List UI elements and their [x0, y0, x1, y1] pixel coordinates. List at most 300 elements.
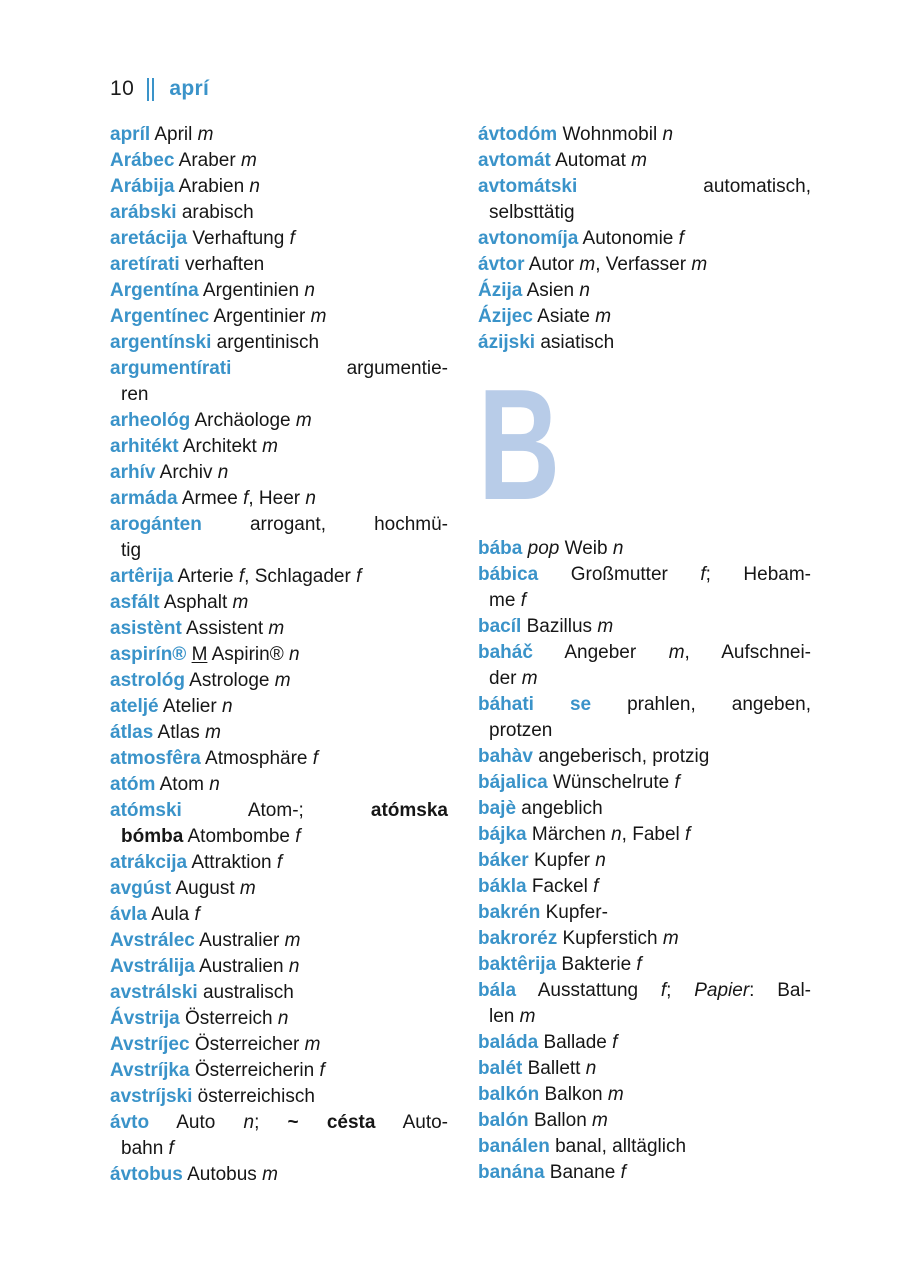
- translation-text: Autobus: [182, 1164, 263, 1185]
- headword: aretírati: [110, 254, 180, 275]
- headword: avgúst: [110, 878, 172, 899]
- headword: bakroréz: [478, 928, 558, 949]
- dictionary-entry: [110, 590, 448, 616]
- translation-text: automatisch,: [577, 176, 811, 197]
- translation-text: Kupfer-: [540, 902, 608, 923]
- entry-line: [110, 1058, 448, 1084]
- headword: bájalica: [478, 772, 548, 793]
- headword: ávtodóm: [478, 124, 558, 145]
- translation-text: Atlas: [153, 722, 206, 743]
- headword: Arábija: [110, 176, 175, 197]
- gender-label: f: [700, 564, 706, 585]
- translation-text: Astrologe: [184, 670, 275, 691]
- translation-text: angeberisch, protzig: [532, 746, 710, 767]
- translation-text: Österreicher: [189, 1034, 305, 1055]
- translation-text: Kupfer: [528, 850, 596, 871]
- headword: baláda: [478, 1032, 539, 1053]
- translation-text: angeblich: [516, 798, 603, 819]
- dictionary-entry: [110, 434, 448, 460]
- gender-label: n: [304, 280, 315, 301]
- translation-text: Atombombe: [183, 826, 296, 847]
- translation-text: Asien: [522, 280, 580, 301]
- entry-line: [478, 744, 811, 770]
- translation-text: Atom: [155, 774, 210, 795]
- page-number: 10: [110, 77, 135, 100]
- dictionary-entry: [110, 278, 448, 304]
- headword: Avstríjec: [110, 1034, 190, 1055]
- dictionary-entry: [478, 1134, 811, 1160]
- headword: bájka: [478, 824, 527, 845]
- text-columns: [110, 122, 898, 1188]
- entry-line: [478, 1056, 811, 1082]
- entry-line: [110, 616, 448, 642]
- dictionary-entry: [478, 822, 811, 848]
- dictionary-entry: [478, 304, 811, 330]
- entry-line: [478, 770, 811, 796]
- translation-text: Wohnmobil: [557, 124, 663, 145]
- entry-line: [478, 640, 811, 666]
- dictionary-entry: [478, 926, 811, 952]
- headword: balón: [478, 1110, 529, 1131]
- translation-text: Auto: [149, 1112, 244, 1133]
- translation-text: Wünschelrute: [547, 772, 675, 793]
- dictionary-entry: [478, 744, 811, 770]
- headword: Argentínec: [110, 306, 210, 327]
- translation-text: bahn: [121, 1138, 169, 1159]
- entry-line: [110, 668, 448, 694]
- gender-label: n: [579, 280, 590, 301]
- headword: báhati se: [478, 694, 592, 715]
- headword: bacíl: [478, 616, 522, 637]
- translation-text: arabisch: [176, 202, 254, 223]
- translation-text: argumentie-: [231, 358, 448, 379]
- translation-text: Österreich: [179, 1008, 278, 1029]
- entry-continuation-line: [110, 382, 448, 408]
- dictionary-entry: [110, 746, 448, 772]
- translation-text: Ausstattung: [516, 980, 661, 1001]
- translation-text: Asphalt: [159, 592, 233, 613]
- translation-text: asiatisch: [535, 332, 615, 353]
- entry-line: [110, 252, 448, 278]
- translation-text: Armee: [177, 488, 244, 509]
- entry-line: [478, 692, 811, 718]
- entry-line: [110, 460, 448, 486]
- headword: Arábec: [110, 150, 175, 171]
- double-bar-divider-icon: [147, 78, 154, 101]
- translation-text: Architekt: [178, 436, 263, 457]
- dictionary-entry: [478, 252, 811, 278]
- entry-continuation-line: [478, 718, 811, 744]
- translation-text: Ballon: [528, 1110, 593, 1131]
- translation-text: Verhaftung: [187, 228, 290, 249]
- translation-text: Ballett: [522, 1058, 586, 1079]
- translation-text: Aspirin®: [207, 644, 289, 665]
- entry-line: [110, 356, 448, 382]
- headword: artêrija: [110, 566, 174, 587]
- translation-text: Banane: [544, 1162, 621, 1183]
- gender-label: m: [304, 1034, 321, 1055]
- gender-label: n: [662, 124, 674, 145]
- entry-continuation-line: [478, 666, 811, 692]
- headword: bakrén: [478, 902, 541, 923]
- dictionary-entry: [110, 252, 448, 278]
- gender-label: m: [295, 410, 312, 431]
- entry-line: [110, 876, 448, 902]
- entry-continuation-line: [110, 1136, 448, 1162]
- translation-text: banal, alltäglich: [549, 1136, 687, 1157]
- entry-line: [478, 330, 811, 356]
- gender-label: n: [305, 488, 316, 509]
- dictionary-entry: [110, 304, 448, 330]
- dictionary-entry: [110, 1162, 448, 1188]
- headword: balét: [478, 1058, 523, 1079]
- entry-line: [110, 434, 448, 460]
- dictionary-entry: [110, 330, 448, 356]
- gender-label: m: [262, 436, 278, 457]
- dictionary-entry: [478, 900, 811, 926]
- translation-text: Atom-;: [181, 800, 371, 821]
- dictionary-entry: [110, 174, 448, 200]
- gender-label: m: [521, 668, 538, 689]
- entry-line: [478, 796, 811, 822]
- translation-text: , Fabel: [621, 824, 686, 845]
- entry-line: [110, 1084, 448, 1110]
- dictionary-entry: [110, 1032, 448, 1058]
- translation-text: Arabien: [174, 176, 250, 197]
- guide-word: aprí: [169, 77, 210, 100]
- translation-text: Aula: [146, 904, 195, 925]
- dictionary-entry: [110, 616, 448, 642]
- headword: ávto: [110, 1112, 150, 1133]
- headword: Argentína: [110, 280, 199, 301]
- bold-phrase: bómba: [121, 826, 184, 847]
- entry-line: [110, 564, 448, 590]
- entry-line: [110, 122, 448, 148]
- dictionary-entry: [478, 978, 811, 1030]
- gender-label: f: [593, 876, 599, 897]
- headword: aspirín®: [110, 644, 187, 665]
- headword: argumentírati: [110, 358, 232, 379]
- dictionary-entry: [478, 874, 811, 900]
- entry-line: [478, 1030, 811, 1056]
- entry-line: [478, 848, 811, 874]
- translation-text: Autor: [524, 254, 580, 275]
- translation-text: Assistent: [181, 618, 269, 639]
- translation-text: len: [489, 1006, 520, 1027]
- translation-text: Arterie: [173, 566, 239, 587]
- trademark-symbol: M: [191, 644, 208, 665]
- entry-line: [478, 174, 811, 200]
- translation-text: : Bal-: [749, 980, 811, 1001]
- dictionary-entry: [478, 1056, 811, 1082]
- dictionary-entry: [478, 562, 811, 614]
- gender-label: n: [217, 462, 229, 483]
- entry-line: [110, 148, 448, 174]
- translation-text: Argentinier: [209, 306, 311, 327]
- entry-line: [110, 1162, 448, 1188]
- entry-line: [478, 926, 811, 952]
- translation-text: Attraktion: [187, 852, 277, 873]
- translation-text: Österreicherin: [189, 1060, 320, 1081]
- entry-line: [478, 226, 811, 252]
- dictionary-entry: [478, 796, 811, 822]
- entry-line: [478, 822, 811, 848]
- section-letter-glyph: B: [478, 357, 561, 533]
- entry-line: [478, 1082, 811, 1108]
- dictionary-entry: [478, 536, 811, 562]
- gender-label: f: [194, 904, 200, 925]
- entry-line: [478, 148, 811, 174]
- headword: bajè: [478, 798, 517, 819]
- gender-label: n: [611, 824, 622, 845]
- gender-label: m: [205, 722, 221, 743]
- bold-phrase: ~ césta: [287, 1112, 376, 1133]
- dictionary-entry: [110, 980, 448, 1006]
- translation-text: Atmosphäre: [200, 748, 313, 769]
- headword: atmosfêra: [110, 748, 201, 769]
- gender-label: n: [243, 1112, 255, 1133]
- headword: Avstríjka: [110, 1060, 190, 1081]
- dictionary-entry: [110, 1006, 448, 1032]
- entry-line: [110, 746, 448, 772]
- gender-label: f: [660, 980, 667, 1001]
- translation-text: Asiate: [532, 306, 596, 327]
- headword: bahàv: [478, 746, 533, 767]
- entry-line: [478, 978, 811, 1004]
- dictionary-entry: [478, 122, 811, 148]
- entry-line: [110, 330, 448, 356]
- gender-label: n: [585, 1058, 597, 1079]
- headword: Avstrálija: [110, 956, 195, 977]
- translation-text: me: [489, 590, 521, 611]
- headword: asistènt: [110, 618, 182, 639]
- headword: atóm: [110, 774, 156, 795]
- headword: astrológ: [110, 670, 185, 691]
- gender-label: m: [197, 124, 214, 145]
- gender-label: f: [636, 954, 642, 975]
- translation-text: Angeber: [532, 642, 669, 663]
- translation-text: Großmutter: [538, 564, 701, 585]
- entry-line: [478, 874, 811, 900]
- headword: arheológ: [110, 410, 191, 431]
- translation-text: prahlen, angeben,: [591, 694, 811, 715]
- gender-label: n: [288, 956, 300, 977]
- gender-label: m: [519, 1006, 536, 1027]
- translation-text: Automat: [550, 150, 632, 171]
- translation-text: Australier: [194, 930, 285, 951]
- dictionary-entry: [110, 356, 448, 408]
- translation-text: selbsttätig: [489, 202, 575, 223]
- dictionary-entry: [478, 848, 811, 874]
- entry-line: [478, 1108, 811, 1134]
- translation-text: australisch: [197, 982, 294, 1003]
- translation-text: verhaften: [179, 254, 265, 275]
- translation-text: Kupferstich: [557, 928, 663, 949]
- entry-line: [110, 278, 448, 304]
- headword: ávtobus: [110, 1164, 183, 1185]
- dictionary-entry: [110, 512, 448, 564]
- entry-continuation-line: [478, 1004, 811, 1030]
- headword: arábski: [110, 202, 177, 223]
- entry-continuation-line: [478, 200, 811, 226]
- dictionary-entry: [478, 952, 811, 978]
- headword: Avstrálec: [110, 930, 195, 951]
- translation-text: Araber: [174, 150, 241, 171]
- translation-text: Märchen: [526, 824, 612, 845]
- section-letter: [478, 357, 811, 533]
- dictionary-entry: [110, 850, 448, 876]
- translation-text: Auto-: [375, 1112, 448, 1133]
- translation-text: ; Hebam-: [705, 564, 811, 585]
- entry-line: [110, 1032, 448, 1058]
- translation-text: Autonomie: [578, 228, 679, 249]
- dictionary-entry: [478, 1160, 811, 1186]
- gender-label: f: [674, 772, 680, 793]
- gender-label: m: [668, 642, 685, 663]
- entry-line: [478, 1134, 811, 1160]
- headword: argentínski: [110, 332, 212, 353]
- gender-label: f: [612, 1032, 618, 1053]
- dictionary-entry: [110, 876, 448, 902]
- translation-text: Fackel: [526, 876, 594, 897]
- translation-text: Bazillus: [521, 616, 598, 637]
- translation-text: ;: [254, 1112, 288, 1133]
- dictionary-entry: [478, 174, 811, 226]
- headword: baktêrija: [478, 954, 557, 975]
- gender-label: f: [312, 748, 319, 769]
- gender-label: m: [310, 306, 327, 327]
- dictionary-entry: [110, 122, 448, 148]
- entry-line: [478, 536, 811, 562]
- gender-label: n: [221, 696, 233, 717]
- dictionary-entry: [110, 694, 448, 720]
- dictionary-entry: [110, 200, 448, 226]
- dictionary-entry: [110, 902, 448, 928]
- gender-label: m: [662, 928, 679, 949]
- dictionary-entry: [478, 1108, 811, 1134]
- entry-line: [110, 980, 448, 1006]
- headword: átlas: [110, 722, 154, 743]
- gender-label: f: [356, 566, 362, 587]
- entry-line: [478, 900, 811, 926]
- entry-line: [110, 954, 448, 980]
- translation-text: Bakterie: [556, 954, 637, 975]
- translation-text: Balkon: [539, 1084, 608, 1105]
- dictionary-entry: [478, 614, 811, 640]
- dictionary-entry: [478, 226, 811, 252]
- headword: balkón: [478, 1084, 540, 1105]
- gender-label: m: [631, 150, 647, 171]
- headword: avstrálski: [110, 982, 198, 1003]
- usage-label: Papier: [694, 980, 750, 1001]
- entry-line: [110, 512, 448, 538]
- translation-text: , Schlagader: [244, 566, 357, 587]
- entry-line: [478, 278, 811, 304]
- headword: banána: [478, 1162, 545, 1183]
- translation-text: , Heer: [248, 488, 306, 509]
- entry-line: [110, 304, 448, 330]
- dictionary-entry: [110, 1110, 448, 1162]
- entry-line: [110, 200, 448, 226]
- headword: banálen: [478, 1136, 550, 1157]
- gender-label: n: [595, 850, 606, 871]
- entry-line: [110, 174, 448, 200]
- headword: asfált: [110, 592, 160, 613]
- dictionary-entry: [110, 642, 448, 668]
- headword: Ávstrija: [110, 1008, 180, 1029]
- dictionary-entry: [478, 148, 811, 174]
- gender-label: f: [520, 590, 526, 611]
- dictionary-entry: [478, 1082, 811, 1108]
- headword: arogánten: [110, 514, 202, 535]
- headword: aretácija: [110, 228, 188, 249]
- gender-label: f: [620, 1162, 626, 1183]
- gender-label: m: [284, 930, 301, 951]
- gender-label: n: [209, 774, 220, 795]
- gender-label: m: [268, 618, 285, 639]
- gender-label: m: [592, 1110, 608, 1131]
- dictionary-entry: [110, 564, 448, 590]
- gender-label: m: [579, 254, 596, 275]
- headword: avtomátski: [478, 176, 578, 197]
- entry-line: [110, 1110, 448, 1136]
- translation-text: der: [489, 668, 522, 689]
- translation-text: arrogant, hochmü-: [201, 514, 448, 535]
- entry-line: [110, 928, 448, 954]
- bold-phrase: atómska: [370, 800, 448, 821]
- dictionary-entry: [110, 1084, 448, 1110]
- dictionary-entry: [110, 408, 448, 434]
- headword: avtonomíja: [478, 228, 579, 249]
- dictionary-entry: [110, 486, 448, 512]
- headword: avtomát: [478, 150, 551, 171]
- translation-text: Archäologe: [190, 410, 296, 431]
- gender-label: f: [678, 228, 684, 249]
- headword: bákla: [478, 876, 527, 897]
- entry-line: [478, 562, 811, 588]
- entry-line: [110, 720, 448, 746]
- gender-label: m: [232, 592, 249, 613]
- dictionary-entry: [478, 330, 811, 356]
- headword: apríl: [110, 124, 151, 145]
- gender-label: m: [262, 1164, 278, 1185]
- translation-text: , Verfasser: [595, 254, 692, 275]
- gender-label: f: [243, 488, 249, 509]
- left-column: [110, 122, 448, 1188]
- gender-label: m: [691, 254, 708, 275]
- entry-line: [110, 1006, 448, 1032]
- translation-text: ren: [121, 384, 149, 405]
- translation-text: Archiv: [155, 462, 218, 483]
- usage-label: pop: [527, 538, 560, 559]
- entry-line: [478, 1160, 811, 1186]
- headword: atómski: [110, 800, 182, 821]
- headword: arhív: [110, 462, 156, 483]
- gender-label: f: [685, 824, 691, 845]
- translation-text: Atelier: [158, 696, 222, 717]
- dictionary-entry: [110, 148, 448, 174]
- headword: ateljé: [110, 696, 159, 717]
- entry-continuation-line: [110, 824, 448, 850]
- dictionary-entry: [478, 692, 811, 744]
- gender-label: f: [168, 1138, 174, 1159]
- translation-text: tig: [121, 540, 142, 561]
- gender-label: m: [597, 616, 614, 637]
- entry-line: [478, 952, 811, 978]
- gender-label: m: [274, 670, 291, 691]
- gender-label: m: [595, 306, 612, 327]
- page-header: [110, 76, 898, 102]
